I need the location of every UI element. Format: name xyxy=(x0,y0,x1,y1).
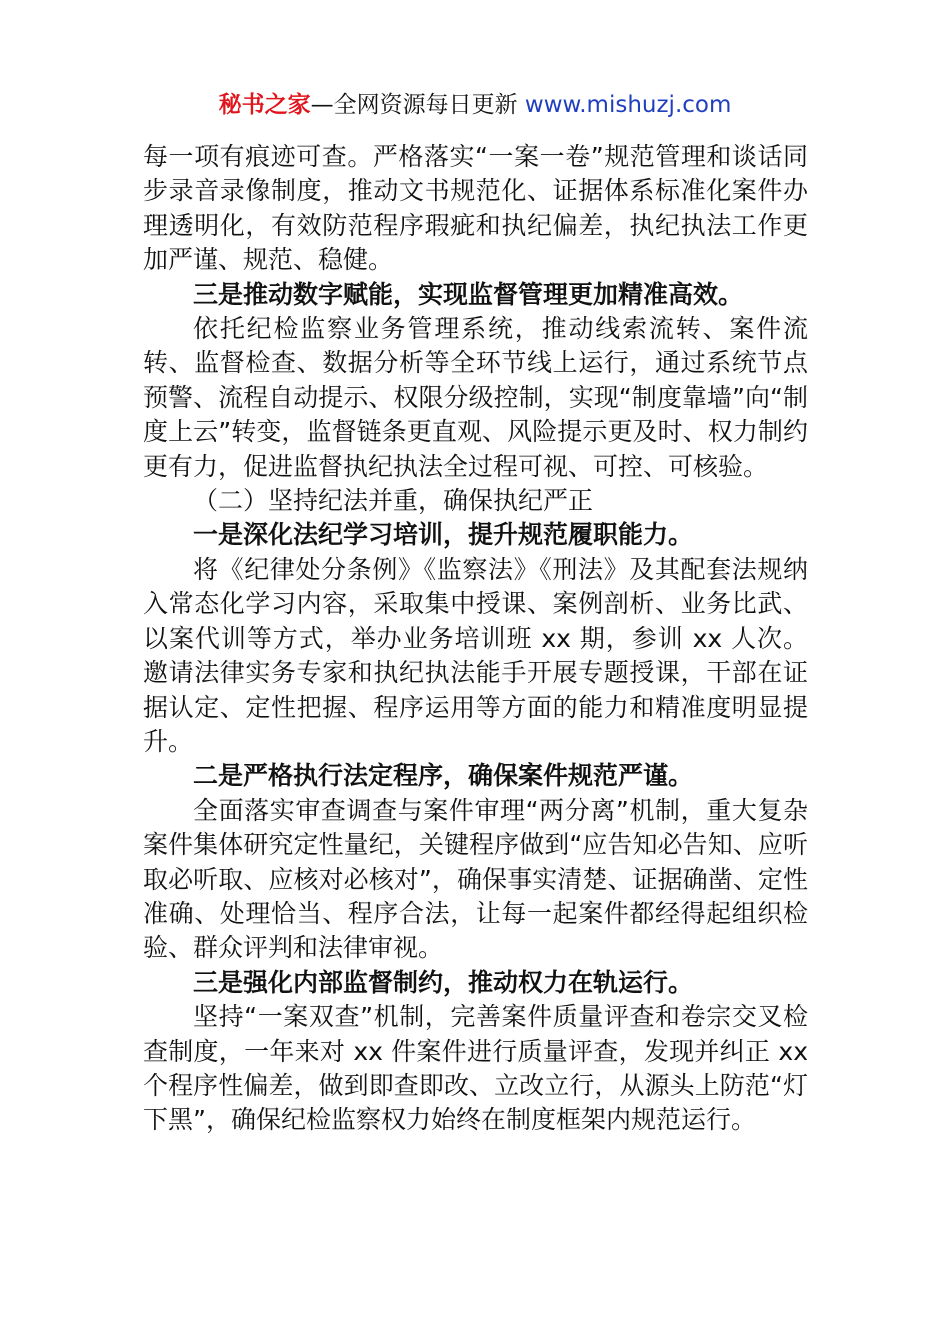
site-url-link[interactable]: www.mishuzj.com xyxy=(524,92,732,118)
paragraph-procedure: 全面落实审查调查与案件审理“两分离”机制，重大复杂案件集体研究定性量纪，关键程序做到“应告知必告知、应听取必听取、应核对必核对”，确保事实清楚、证据确凿、定性准确、处理恰当、程序合法，让每一起案件都经得起组织检验、群众评判和法律审视。 xyxy=(143,795,808,963)
page-header xyxy=(0,88,950,122)
subheading-training: 一是深化法纪学习培训，提升规范履职能力。 xyxy=(193,520,694,550)
paragraph-training: 将《纪律处分条例》《监察法》《刑法》及其配套法规纳入常态化学习内容，采取集中授课、案例剖析、业务比武、以案代训等方式，举办业务培训班 xx 期，参训 xx 人次。邀请法律实务专家和执纪执法能手开展专题授课，干部在证据认定、定性把握、程序运用等方面的能力和精准度明显提升。 xyxy=(143,554,809,756)
subheading-digital-empowerment: 三是推动数字赋能，实现监督管理更加精准高效。 xyxy=(193,279,744,309)
paragraph-digital-system: 依托纪检监察业务管理系统，推动线索流转、案件流转、监督检查、数据分析等全环节线上运行，通过系统节点预警、流程自动提示、权限分级控制，实现“制度靠墙”向“制度上云”转变，监督链条更直观、风险提示更及时、权力制约更有力，促进监督执纪执法全过程可视、可控、可核验。 xyxy=(143,314,808,481)
paragraph-internal-supervision: 坚持“一案双查”机制，完善案件质量评查和卷宗交叉检查制度，一年来对 xx 件案件进行质量评查，发现并纠正 xx 个程序性偏差，做到即查即改、立改立行，从源头上防范“灯下黑”，确保纪检监察权力始终在制度框架内规范运行。 xyxy=(143,1002,808,1135)
document-body xyxy=(143,140,808,1138)
paragraph-continuation: 每一项有痕迹可查。严格落实“一案一卷”规范管理和谈话同步录音录像制度，推动文书规范化、证据体系标准化案件办理透明化，有效防范程序瑕疵和执纪偏差，执纪执法工作更加严谨、规范、稳健。 xyxy=(143,142,808,275)
site-brand-name: 秘书之家 xyxy=(218,92,311,118)
site-tagline: —全网资源每日更新 xyxy=(310,92,518,118)
subheading-internal-supervision: 三是强化内部监督制约，推动权力在轨运行。 xyxy=(193,967,694,997)
subheading-procedure: 二是严格执行法定程序，确保案件规范严谨。 xyxy=(193,761,694,791)
section-heading-2: （二）坚持纪法并重，确保执纪严正 xyxy=(193,486,594,516)
